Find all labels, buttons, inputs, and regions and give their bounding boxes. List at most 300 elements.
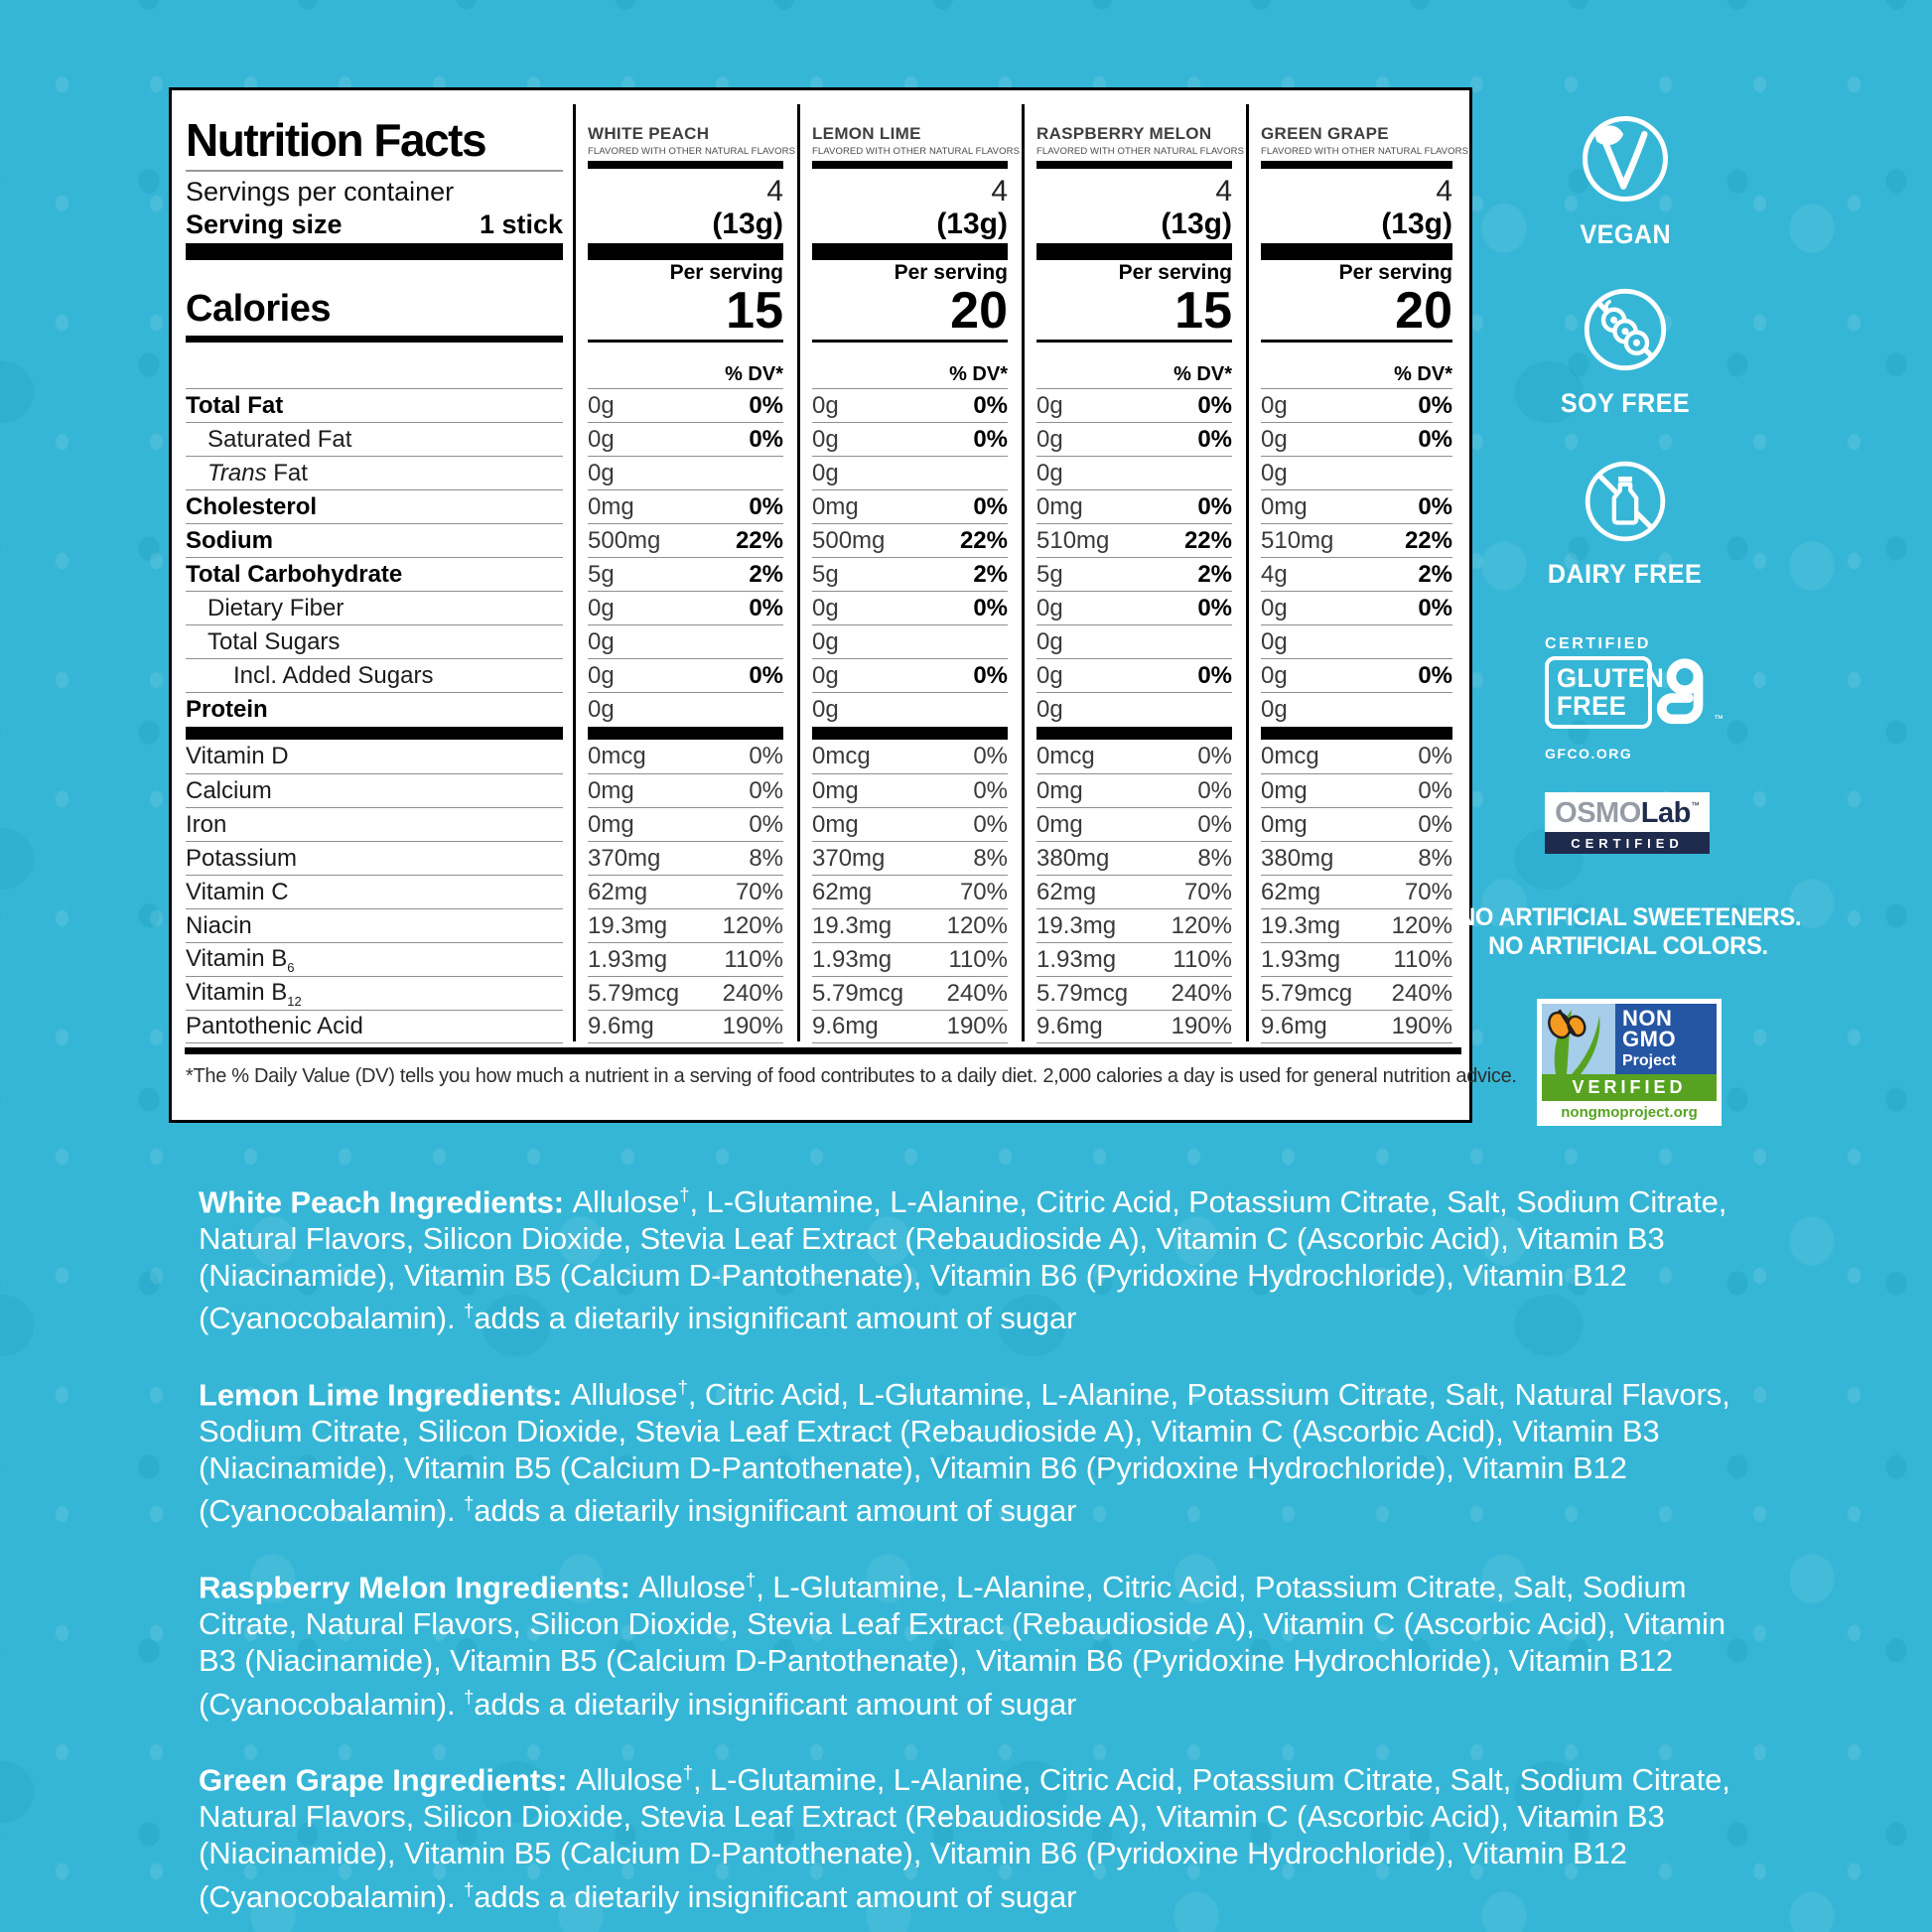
servings-value: 4: [766, 176, 783, 207]
row-line: [186, 841, 563, 875]
nutrient-dv: 240%: [946, 979, 1008, 1007]
nutrient-label-text: Vitamin D: [186, 743, 289, 769]
row-line: [1261, 456, 1452, 489]
nutrient-amount: 0g: [812, 459, 839, 486]
row-line: [812, 976, 1008, 1010]
calories-label: Calories: [186, 288, 331, 330]
table-row-value-cell: [1025, 591, 1249, 624]
calories-value: 15: [726, 282, 783, 340]
row-line: [1036, 807, 1232, 841]
row-line: [1036, 773, 1232, 807]
row-line: [812, 942, 1008, 976]
row-line: [812, 624, 1008, 658]
nutrient-dv: 70%: [959, 878, 1008, 905]
nutrient-dv: 120%: [1391, 911, 1452, 939]
flavor-header-bar: [812, 161, 1008, 169]
osmolab-certified-band: CERTIFIED: [1545, 832, 1710, 854]
table-row-value-cell: [1025, 523, 1249, 557]
table-row-value-cell: [800, 875, 1025, 908]
nutrient-amount: 0g: [812, 695, 839, 723]
gfco-url: GFCO.ORG: [1545, 746, 1633, 761]
ingredients-heading: Green Grape Ingredients:: [199, 1762, 576, 1798]
nutrition-facts-panel: [169, 87, 1517, 1123]
table-row-value-cell: [576, 557, 800, 591]
gluten-free-badge: [1545, 635, 1724, 761]
table-row-value-cell: [576, 489, 800, 523]
table-row-value-cell: [576, 807, 800, 841]
row-line: [1261, 875, 1452, 908]
row-line: [588, 942, 783, 976]
row-line: [1036, 591, 1232, 624]
nutrient-dv: 8%: [973, 844, 1008, 872]
nutrient-label: [186, 460, 308, 487]
nutrient-amount: 9.6mg: [1261, 1013, 1327, 1039]
nutrient-amount: 0g: [1261, 459, 1288, 486]
row-line: [1036, 908, 1232, 942]
dv-header: % DV*: [949, 362, 1008, 385]
row-line: [1036, 388, 1232, 422]
row-line: [1036, 456, 1232, 489]
row-line: [1261, 740, 1452, 773]
nutrition-table: [172, 96, 1469, 1043]
row-line: [1036, 976, 1232, 1010]
ingredients-heading: Raspberry Melon Ingredients:: [199, 1570, 639, 1605]
table-row-value-cell: [576, 942, 800, 976]
table-row-value-cell: [1249, 1010, 1469, 1043]
nutrient-label-text: Vitamin B: [186, 944, 288, 972]
row-line: [812, 489, 1008, 523]
nutrient-amount: 510mg: [1261, 526, 1334, 554]
flavor-header: [1025, 96, 1249, 176]
nutrient-dv: 120%: [722, 911, 783, 939]
table-row-value-cell: [576, 841, 800, 875]
row-line: [812, 773, 1008, 807]
separator-bar: [588, 727, 783, 740]
nutrient-dv: 0%: [749, 661, 783, 689]
nutrient-dv: 22%: [735, 526, 783, 554]
separator-cell: [172, 726, 576, 740]
table-row-value-cell: [1249, 456, 1469, 489]
table-row-value-cell: [1025, 773, 1249, 807]
nutrient-dv: 190%: [1171, 1013, 1232, 1039]
table-row-value-cell: [1249, 807, 1469, 841]
table-row-label-cell: [172, 658, 576, 692]
table-row-value-cell: [1025, 388, 1249, 422]
servings-value: 4: [991, 176, 1008, 207]
row-line: [1261, 557, 1452, 591]
table-row-value-cell: [1249, 773, 1469, 807]
row-line: [1261, 942, 1452, 976]
nutrient-amount: 5.79mcg: [812, 979, 904, 1007]
nutrient-dv: 110%: [1393, 945, 1452, 973]
nutrient-amount: 0g: [812, 425, 839, 453]
row-line: [1036, 875, 1232, 908]
nutrient-amount: 19.3mg: [1036, 911, 1117, 939]
nutrient-dv: 0%: [749, 425, 783, 453]
claim-no-artificial-sweeteners: NO ARTIFICIAL SWEETENERS.: [1458, 903, 1802, 931]
nutrient-label-text: Vitamin B: [186, 978, 288, 1006]
flavor-header-bar: [1036, 161, 1232, 169]
per-serving-label: Per serving: [669, 261, 783, 284]
nutrient-dv: 110%: [1173, 945, 1232, 973]
flavor-header: [800, 96, 1025, 176]
separator-cell: [1025, 726, 1249, 740]
nutrient-amount: 19.3mg: [1261, 911, 1341, 939]
per-serving-label: Per serving: [894, 261, 1008, 284]
flavor-name: GREEN GRAPE: [1261, 124, 1389, 143]
nutrient-dv: 8%: [1197, 844, 1232, 872]
flavor-header-bar: [1261, 161, 1452, 169]
nutrient-label-text: Calcium: [186, 776, 272, 804]
per-serving-label: Per serving: [1118, 261, 1232, 284]
nutrient-label: [186, 912, 252, 940]
nutrient-amount: 0mg: [1261, 492, 1308, 520]
table-row-value-cell: [1249, 523, 1469, 557]
nutrient-dv: 0%: [749, 743, 783, 769]
nutrient-dv: 120%: [1171, 911, 1232, 939]
servings-value-cell: [576, 176, 800, 207]
nutrient-dv: 0%: [1197, 776, 1232, 804]
vegan-label: VEGAN: [1580, 219, 1671, 249]
table-row-label-cell: [172, 624, 576, 658]
row-line: [588, 658, 783, 692]
table-row-value-cell: [800, 591, 1025, 624]
table-row-label-cell: [172, 1010, 576, 1043]
nutrient-dv: 22%: [1183, 526, 1232, 554]
row-line: [1036, 1010, 1232, 1043]
row-line: [1261, 692, 1452, 726]
nutrient-label: [186, 879, 289, 906]
row-line: [1036, 557, 1232, 591]
nutrient-label-text: Sodium: [186, 526, 273, 554]
nutrient-amount: 19.3mg: [588, 911, 668, 939]
nutrient-amount: 0g: [1036, 391, 1063, 419]
ingredients-body: Allulose†, Citric Acid, L-Glutamine, L-Alanine, Potassium Citrate, Salt, Natural Flavors, Sodium Citrate, Silicon Dioxide, Stevia Leaf Extract (Rebaudioside A), Vitamin C (Ascorbic Acid), Vitamin B3 (Niacinamide), Vitamin B5 (Calcium D-Pantothenate), Vitamin B6 (Pyridoxine Hydrochloride), Vitamin B12 (Cyanocobalamin). †adds a dietarily insignificant amount of sugar: [199, 1377, 1730, 1529]
calories-value-cell: [1025, 261, 1249, 360]
serving-weight: (13g): [1161, 207, 1232, 240]
thick-bar: [1036, 243, 1232, 260]
row-line: [588, 1010, 783, 1043]
nutrient-label: [186, 527, 273, 555]
serving-weight-cell: [1249, 207, 1469, 241]
osmolab-tm: ™: [1690, 800, 1700, 810]
ingredients-body: Allulose†, L-Glutamine, L-Alanine, Citric Acid, Potassium Citrate, Salt, Sodium Citrate, Natural Flavors, Silicon Dioxide, Stevia Leaf Extract (Rebaudioside A), Vitamin C (Ascorbic Acid), Vitamin B3 (Niacinamide), Vitamin B5 (Calcium D-Pantothenate), Vitamin B6 (Pyridoxine Hydrochloride), Vitamin B12 (Cyanocobalamin). †adds a dietarily insignificant amount of sugar: [199, 1762, 1730, 1914]
serving-weight-cell: [800, 207, 1025, 241]
table-row-value-cell: [1249, 557, 1469, 591]
calories-rule: [1261, 340, 1452, 343]
gluten-free-word2: FREE: [1557, 690, 1627, 721]
nutrient-label: [186, 595, 344, 622]
row-line: [1036, 489, 1232, 523]
row-line: [186, 740, 563, 773]
dv-header-cell: [800, 360, 1025, 388]
nutrient-label-text: Cholesterol: [186, 492, 318, 520]
flavor-subtitle: FLAVORED WITH OTHER NATURAL FLAVORS: [1261, 145, 1469, 157]
nutrient-amount: 4g: [1261, 560, 1288, 588]
row-line: [812, 740, 1008, 773]
serving-weight-cell: [576, 207, 800, 241]
row-line: [186, 807, 563, 841]
nutrient-dv: 0%: [749, 776, 783, 804]
nutrient-dv: 0%: [1197, 425, 1232, 453]
row-line: [1261, 841, 1452, 875]
dv-header-cell: [1249, 360, 1469, 388]
thick-bar: [588, 243, 783, 260]
table-row-value-cell: [800, 942, 1025, 976]
serving-size-cell: [172, 207, 576, 241]
row-line: [812, 422, 1008, 456]
panel-title-block: [172, 96, 576, 176]
claim-no-artificial-colors: NO ARTIFICIAL COLORS.: [1488, 932, 1768, 960]
nutrient-dv: 0%: [749, 391, 783, 419]
table-row-value-cell: [800, 773, 1025, 807]
nutrient-label-text: Fat: [273, 459, 308, 486]
nutrient-amount: 62mg: [812, 878, 873, 905]
row-line: [812, 908, 1008, 942]
nutrient-amount: 0mg: [812, 810, 859, 838]
table-row-value-cell: [1249, 942, 1469, 976]
nutrient-label-subscript: 12: [287, 993, 302, 1009]
nutrient-label: [186, 561, 402, 589]
table-row-label-cell: [172, 489, 576, 523]
row-line: [588, 908, 783, 942]
dv-header: % DV*: [1173, 362, 1232, 385]
flavor-name: WHITE PEACH: [588, 124, 710, 143]
row-line: [588, 807, 783, 841]
nutrient-amount: 0g: [812, 594, 839, 621]
table-row-value-cell: [1025, 692, 1249, 726]
nutrient-amount: 0g: [1036, 661, 1063, 689]
row-line: [1261, 591, 1452, 624]
table-row-label-cell: [172, 422, 576, 456]
table-row-value-cell: [1025, 422, 1249, 456]
table-row-value-cell: [576, 591, 800, 624]
nutrient-amount: 0mg: [1036, 492, 1083, 520]
thick-bar: [186, 243, 563, 260]
nutrient-amount: 62mg: [1261, 878, 1321, 905]
nutrient-amount: 0g: [812, 391, 839, 419]
separator-bar: [186, 727, 563, 740]
flavor-header-bar: [588, 161, 783, 169]
table-row-value-cell: [1025, 908, 1249, 942]
nutrient-dv: 0%: [973, 391, 1008, 419]
table-row-label-cell: [172, 807, 576, 841]
nutrient-label: [186, 696, 268, 724]
servings-value: 4: [1436, 176, 1452, 207]
dv-header-cell: [1025, 360, 1249, 388]
row-line: [186, 591, 563, 624]
nutrient-dv: 0%: [749, 594, 783, 621]
row-line: [1036, 523, 1232, 557]
nutrient-label: [186, 777, 272, 805]
table-row-value-cell: [1025, 624, 1249, 658]
row-line: [186, 658, 563, 692]
nutrient-label: [186, 945, 295, 975]
ingredients-paragraph: [199, 1563, 1771, 1723]
non-gmo-word-gmo: GMO: [1622, 1026, 1677, 1051]
calories-value: 15: [1174, 282, 1232, 340]
nutrient-dv: 0%: [1418, 425, 1452, 453]
nutrient-amount: 0mg: [1036, 810, 1083, 838]
table-row-label-cell: [172, 976, 576, 1010]
table-row-label-cell: [172, 875, 576, 908]
flavor-header: [576, 96, 800, 176]
ingredients-body: Allulose†, L-Glutamine, L-Alanine, Citric Acid, Potassium Citrate, Salt, Sodium Citrate, Natural Flavors, Silicon Dioxide, Stevia Leaf Extract (Rebaudioside A), Vitamin C (Ascorbic Acid), Vitamin B3 (Niacinamide), Vitamin B5 (Calcium D-Pantothenate), Vitamin B6 (Pyridoxine Hydrochloride), Vitamin B12 (Cyanocobalamin). †adds a dietarily insignificant amount of sugar: [199, 1570, 1725, 1722]
servings-label-cell: [172, 176, 576, 207]
table-row-value-cell: [576, 388, 800, 422]
nutrient-label-text: Total Sugars: [207, 627, 341, 655]
nutrient-amount: 0g: [588, 459, 615, 486]
table-row-value-cell: [1025, 740, 1249, 773]
nutrient-amount: 62mg: [588, 878, 648, 905]
nutrient-amount: 0mg: [1036, 776, 1083, 804]
table-row-value-cell: [1249, 658, 1469, 692]
row-line: [588, 773, 783, 807]
nutrient-label-text: Niacin: [186, 911, 252, 939]
thick-bar-cell: [576, 241, 800, 261]
row-line: [588, 489, 783, 523]
servings-label: Servings per container: [186, 176, 455, 207]
row-line: [1036, 422, 1232, 456]
nutrient-amount: 5.79mcg: [1261, 979, 1353, 1007]
row-line: [1036, 692, 1232, 726]
row-line: [812, 523, 1008, 557]
table-row-value-cell: [1249, 591, 1469, 624]
non-gmo-butterfly-icon: [1542, 1004, 1615, 1074]
soy-free-icon: [1582, 286, 1669, 373]
nutrient-dv: 0%: [1418, 810, 1452, 838]
nutrient-amount: 0g: [588, 627, 615, 655]
row-line: [588, 422, 783, 456]
nutrient-dv: 240%: [1391, 979, 1452, 1007]
ingredients-heading: White Peach Ingredients:: [199, 1184, 573, 1220]
nutrient-dv: 2%: [1197, 560, 1232, 588]
row-line: [588, 841, 783, 875]
nutrient-label: [186, 1013, 363, 1040]
flavor-name: LEMON LIME: [812, 124, 921, 143]
nutrient-label: [186, 493, 317, 521]
non-gmo-word-project: Project: [1622, 1051, 1677, 1069]
nutrient-label-text: Iron: [186, 810, 227, 838]
flavor-name: RASPBERRY MELON: [1036, 124, 1212, 143]
row-line: [588, 456, 783, 489]
nutrient-amount: 500mg: [588, 526, 661, 554]
nutrient-label-text: Incl. Added Sugars: [233, 661, 434, 689]
table-row-value-cell: [1249, 875, 1469, 908]
non-gmo-url: nongmoproject.org: [1542, 1101, 1717, 1121]
ingredients-heading: Lemon Lime Ingredients:: [199, 1377, 571, 1413]
nutrient-dv: 22%: [959, 526, 1008, 554]
nutrient-label: [186, 662, 433, 690]
row-line: [186, 692, 563, 726]
nutrient-dv: 190%: [1391, 1013, 1452, 1039]
table-row-value-cell: [1249, 692, 1469, 726]
nutrient-amount: 1.93mg: [1036, 945, 1117, 973]
nutrient-dv: 0%: [1418, 776, 1452, 804]
nutrient-amount: 0g: [1036, 594, 1063, 621]
row-line: [588, 624, 783, 658]
nutrient-dv: 240%: [722, 979, 783, 1007]
non-gmo-word-non: NON: [1622, 1006, 1673, 1031]
gluten-free-tm: ™: [1714, 714, 1724, 725]
nutrient-label-text: Total Fat: [186, 391, 284, 419]
column-divider: [797, 104, 800, 1041]
soy-free-badge: [1546, 286, 1705, 419]
nutrient-amount: 62mg: [1036, 878, 1097, 905]
nutrient-amount: 0mg: [1261, 776, 1308, 804]
row-line: [186, 388, 563, 422]
row-line: [1036, 658, 1232, 692]
nutrient-dv: 0%: [1418, 661, 1452, 689]
flavor-header: [1249, 96, 1469, 176]
nutrient-amount: 0g: [588, 695, 615, 723]
nutrient-amount: 0g: [1261, 391, 1288, 419]
calories-rule: [186, 336, 563, 343]
row-line: [1036, 841, 1232, 875]
table-row-value-cell: [800, 557, 1025, 591]
thick-bar: [1261, 243, 1452, 260]
table-row-label-cell: [172, 942, 576, 976]
row-line: [812, 841, 1008, 875]
table-row-label-cell: [172, 456, 576, 489]
table-row-value-cell: [1025, 557, 1249, 591]
servings-value-cell: [1025, 176, 1249, 207]
nutrient-label-text: Potassium: [186, 844, 298, 872]
nutrient-dv: 0%: [973, 492, 1008, 520]
nutrient-dv: 120%: [946, 911, 1008, 939]
table-row-label-cell: [172, 773, 576, 807]
row-line: [1261, 1010, 1452, 1043]
row-line: [186, 523, 563, 557]
table-row-label-cell: [172, 557, 576, 591]
separator-bar: [1036, 727, 1232, 740]
nutrient-label-text: Total Carbohydrate: [186, 560, 403, 588]
dv-footnote: *The % Daily Value (DV) tells you how much a nutrient in a serving of food contributes to a daily diet. 2,000 calories a day is used for general nutrition advice.: [186, 1065, 1517, 1087]
separator-bar: [1261, 727, 1452, 740]
nutrient-dv: 0%: [1418, 743, 1452, 769]
calories-rule: [1036, 340, 1232, 343]
nutrient-dv: 0%: [1197, 661, 1232, 689]
table-row-value-cell: [576, 422, 800, 456]
nutrient-amount: 9.6mg: [588, 1013, 654, 1039]
nutrient-amount: 0g: [588, 661, 615, 689]
table-row-value-cell: [800, 456, 1025, 489]
nutrient-label-text: Saturated Fat: [207, 425, 352, 453]
table-row-value-cell: [576, 976, 800, 1010]
table-row-value-cell: [800, 624, 1025, 658]
ingredients-paragraph: [199, 1177, 1771, 1337]
non-gmo-badge: [1537, 999, 1722, 1126]
table-row-value-cell: [800, 976, 1025, 1010]
table-row-value-cell: [1025, 875, 1249, 908]
dv-header: % DV*: [1394, 362, 1452, 385]
nutrient-dv: 8%: [1418, 844, 1452, 872]
row-line: [1261, 489, 1452, 523]
table-row-value-cell: [1249, 489, 1469, 523]
nutrient-amount: 0g: [1036, 695, 1063, 723]
table-row-value-cell: [576, 456, 800, 489]
row-line: [812, 591, 1008, 624]
nutrient-amount: 0mcg: [1261, 743, 1319, 769]
table-row-value-cell: [1025, 841, 1249, 875]
nutrient-dv: 0%: [973, 776, 1008, 804]
row-line: [1261, 658, 1452, 692]
nutrient-dv: 0%: [1197, 743, 1232, 769]
nutrient-label-text: Protein: [186, 695, 268, 723]
nutrient-dv: 8%: [749, 844, 783, 872]
nutrient-amount: 5.79mcg: [1036, 979, 1129, 1007]
row-line: [1261, 523, 1452, 557]
